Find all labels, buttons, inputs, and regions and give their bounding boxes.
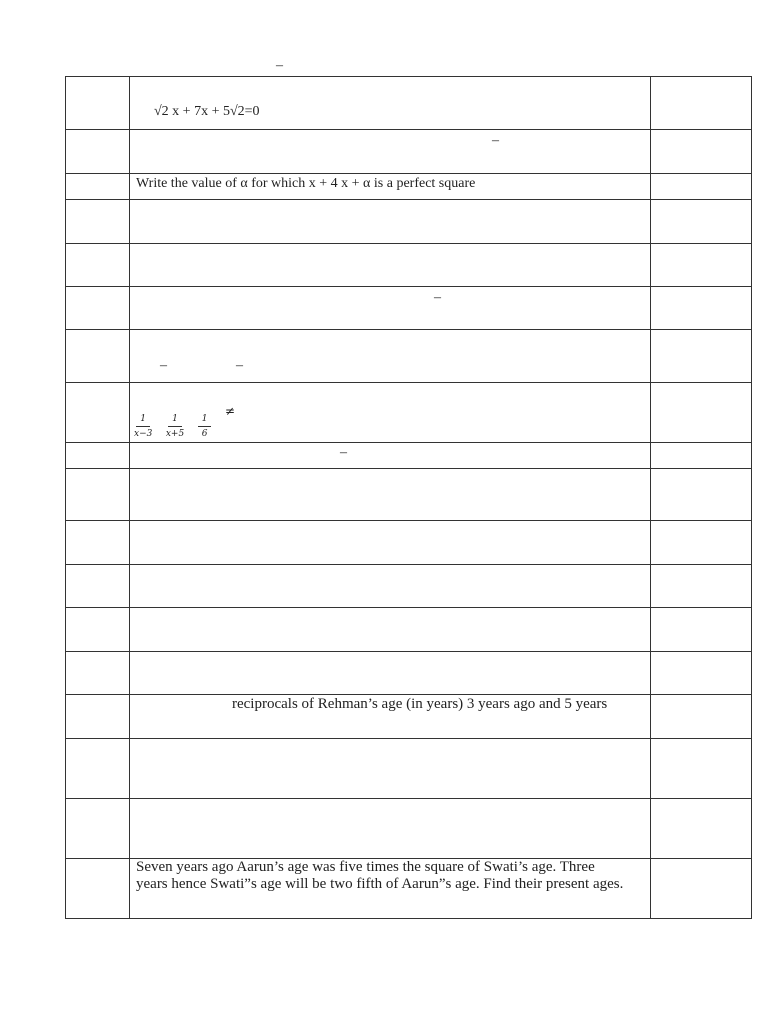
number-cell	[66, 130, 130, 174]
table-row	[66, 77, 752, 130]
table-row	[66, 608, 752, 652]
marks-cell	[651, 469, 752, 521]
question-cell	[130, 174, 651, 200]
question-cell	[130, 77, 651, 130]
marks-cell	[651, 330, 752, 383]
number-cell	[66, 244, 130, 287]
number-cell	[66, 799, 130, 859]
number-cell	[66, 77, 130, 130]
question-cell	[130, 244, 651, 287]
number-cell	[66, 608, 130, 652]
question-cell	[130, 200, 651, 244]
table-row	[66, 695, 752, 739]
question-text: Write the value of α for which x + 4 x + α is a perfect square	[136, 176, 476, 191]
number-cell	[66, 565, 130, 608]
dash-mark: –	[434, 290, 441, 305]
marks-cell	[651, 859, 752, 919]
marks-cell	[651, 739, 752, 799]
marks-cell	[651, 130, 752, 174]
header-dash: –	[276, 58, 283, 73]
equation-text: √2 x + 7x + 5√2=0	[154, 104, 260, 119]
question-cell	[130, 130, 651, 174]
table-row	[66, 130, 752, 174]
dash-mark: –	[236, 358, 243, 373]
table-row	[66, 200, 752, 244]
number-cell	[66, 383, 130, 443]
question-cell	[130, 521, 651, 565]
table-row	[66, 443, 752, 469]
fraction-equation	[134, 404, 235, 439]
marks-cell	[651, 244, 752, 287]
question-cell	[130, 695, 651, 739]
dash-mark: –	[340, 445, 347, 460]
number-cell	[66, 739, 130, 799]
number-cell	[66, 521, 130, 565]
number-cell	[66, 469, 130, 521]
question-table	[65, 76, 752, 919]
marks-cell	[651, 287, 752, 330]
table-row	[66, 174, 752, 200]
marks-cell	[651, 77, 752, 130]
number-cell	[66, 330, 130, 383]
not-equal-symbol: ≠	[224, 404, 235, 418]
question-text: reciprocals of Rehman’s age (in years) 3 years ago and 5 years	[232, 696, 608, 712]
question-cell	[130, 443, 651, 469]
marks-cell	[651, 200, 752, 244]
question-cell	[130, 652, 651, 695]
marks-cell	[651, 799, 752, 859]
dash-mark: –	[160, 358, 167, 373]
marks-cell	[651, 443, 752, 469]
dash-mark: –	[492, 133, 499, 148]
question-cell	[130, 287, 651, 330]
table-row	[66, 521, 752, 565]
fraction: $\frac{1}{6}$	[198, 414, 212, 439]
question-cell	[130, 608, 651, 652]
marks-cell	[651, 695, 752, 739]
question-text-line-1: Seven years ago Aarun’s age was five times the square of Swati’s age. Three	[136, 859, 595, 875]
question-cell	[130, 799, 651, 859]
table-row	[66, 565, 752, 608]
marks-cell	[651, 652, 752, 695]
fraction: $\frac{1}{x-3}$	[134, 414, 153, 439]
marks-cell	[651, 383, 752, 443]
number-cell	[66, 652, 130, 695]
fraction: $\frac{1}{x+5}$	[165, 414, 185, 439]
table-row	[66, 244, 752, 287]
number-cell	[66, 200, 130, 244]
marks-cell	[651, 521, 752, 565]
question-cell	[130, 739, 651, 799]
table-row	[66, 859, 752, 919]
marks-cell	[651, 565, 752, 608]
marks-cell	[651, 608, 752, 652]
number-cell	[66, 287, 130, 330]
question-text-line-2: years hence Swati”s age will be two fifth of Aarun”s age. Find their present ages.	[136, 876, 624, 892]
number-cell	[66, 859, 130, 919]
table-row	[66, 287, 752, 330]
number-cell	[66, 695, 130, 739]
table-row	[66, 383, 752, 443]
number-cell	[66, 174, 130, 200]
question-cell	[130, 469, 651, 521]
table-row	[66, 469, 752, 521]
question-cell	[130, 383, 651, 443]
question-cell	[130, 859, 651, 919]
question-cell	[130, 565, 651, 608]
number-cell	[66, 443, 130, 469]
table-row	[66, 739, 752, 799]
table-row	[66, 330, 752, 383]
table-row	[66, 652, 752, 695]
table-row	[66, 799, 752, 859]
marks-cell	[651, 174, 752, 200]
question-cell	[130, 330, 651, 383]
